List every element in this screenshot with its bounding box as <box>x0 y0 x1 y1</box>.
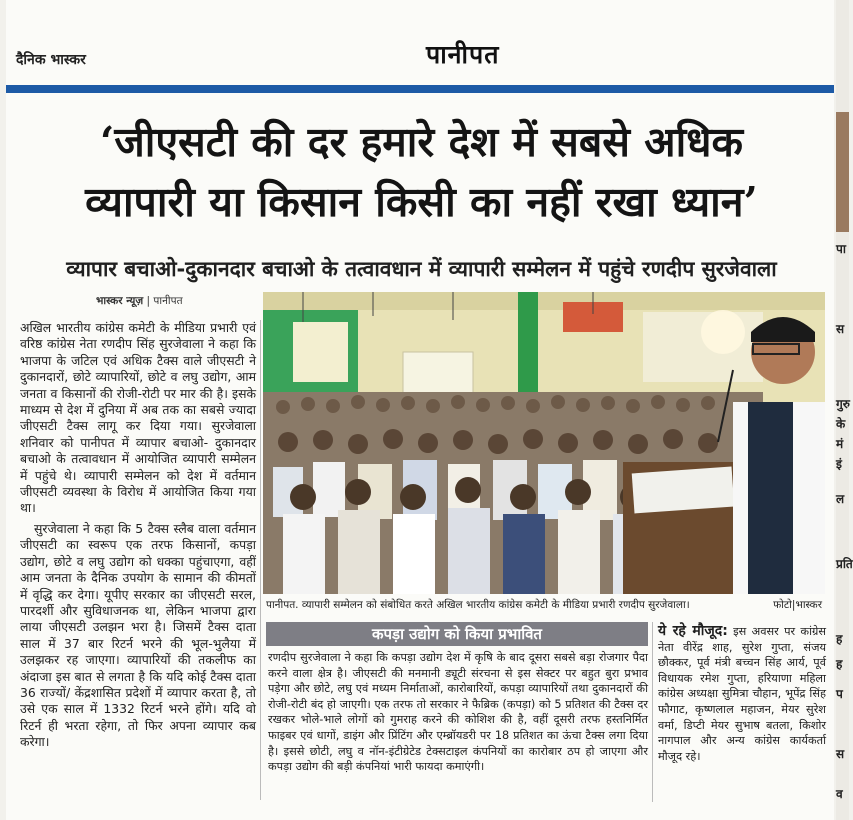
edge-fragment: ल <box>836 492 845 506</box>
edge-fragment: पा <box>836 242 846 256</box>
event-photo <box>263 292 825 594</box>
article-paragraph-1: अखिल भारतीय कांग्रेस कमेटी के मीडिया प्रभारी एवं वरिष्ठ कांग्रेस नेता रणदीप सिंह सुरजेवाला ने कहा कि भाजपा के जटिल एवं अधिक टैक्स वाले जीएसटी ने दुकानदारों, छोटे व्यापारियों, छोटे व लघु उद्योग, आम जनता व किसानों की रोजी-रोटी पर मार की है। इसके माध्यम से देश में दुनिया में अब तक का सबसे ज्यादा जीएसटी टैक्स लागू कर दिया गया। सुरजेवाला शनिवार को पानीपत में व्यापार बचाओ- दुकानदार बचाओ के तत्वावधान में आयोजित व्यापारी सम्मेलन में पहुंचे थे। व्यापारी सम्मेलन को देश में वर्तमान जीएसटी व्यवस्था के विरोध में आयोजित किया गया था। <box>20 320 256 516</box>
photo-credit: फोटो|भास्कर <box>773 599 822 611</box>
column-divider <box>652 622 653 802</box>
attendees-text: इस अवसर पर कांग्रेस नेता वीरेंद्र शाह, सुरेश गुप्ता, संजय छौक्कर, पूर्व मंत्री बच्चन सिंह आर्य, पूर्व विधायक रमेश गुप्ता, हरियाणा महिला कांग्रेस अध्यक्षा सुमित्रा चौहान, भूपेंद्र सिंह फौगाट, कृष्णलाल महाजन, मेयर सुरेश वर्मा, डिप्टी मेयर सुभाष बतला, किशोर नागपाल और अन्य कांग्रेस कार्यकर्ता मौजूद रहे। <box>658 625 826 763</box>
headline <box>14 112 829 232</box>
byline-city: पानीपत <box>153 295 183 307</box>
newspaper-page <box>6 0 834 820</box>
subsection-title-box <box>266 622 648 646</box>
edge-fragment: मं <box>836 437 844 451</box>
edge-fragment: प्रति <box>836 557 853 571</box>
edge-fragment: व <box>836 787 843 801</box>
event-photo-illustration <box>263 292 825 594</box>
edge-fragment: स <box>836 322 845 336</box>
headline-line-2: व्यापारी या किसान किसी का नहीं रखा ध्यान’ <box>85 178 758 226</box>
column-divider <box>260 320 261 800</box>
article-left-column <box>20 320 256 755</box>
edge-fragment: गुरु <box>836 397 850 411</box>
photo-caption <box>266 598 826 612</box>
subsection-title: कपड़ा उद्योग को किया प्रभावित <box>372 625 542 643</box>
edge-fragment: स <box>836 747 845 761</box>
adjacent-photo-fragment <box>836 112 849 232</box>
edge-fragment: प <box>836 687 843 701</box>
masthead-city: पानीपत <box>426 40 500 69</box>
byline <box>96 294 183 308</box>
article-paragraph-2: सुरजेवाला ने कहा कि 5 टैक्स स्लैब वाला वर्तमान जीएसटी का स्वरूप एक तरफ किसानों, कपड़ा उद्योग, छोटे व लघु उद्योग को धक्का पहुंचाएगा, वहीं आम जनता के दैनिक उपयोग के सामान की कीमतों में वृद्धि कर देगा। यूपीए सरकार का जीएसटी सरल, पारदर्शी और सुविधाजनक था, लेकिन भाजपा द्वारा लाया जीएसटी उलझन भरा है। जिसमें टैक्स दाता साल में 37 बार रिटर्न भरने की भूल-भुलैया में उलझकर रह जाएगा। व्यापारियों की तकलीफ का अंदाजा इस बात से लगता है कि यदि कोई टैक्स दाता 36 राज्यों/ केंद्रशासित प्रदेशों में व्यापार करता है, तो उसे एक साल में 1332 रिटर्न भरने होंगे। यदि वो रिटर्न ही भरता रहेगा, तो फिर अपना व्यापार कब करेगा। <box>20 520 256 750</box>
edge-fragment: ह <box>836 657 843 671</box>
attendees-column <box>658 624 826 764</box>
subsection-text: रणदीप सुरजेवाला ने कहा कि कपड़ा उद्योग देश में कृषि के बाद दूसरा सबसे बड़ा रोजगार पैदा करने वाला क्षेत्र है। जीएसटी की मनमानी ड्यूटी संरचना से इस सेक्टर पर बहुत बुरा प्रभाव पड़ेगा और छोटे, लघु एवं मध्यम निर्माताओं, कारोबारियों, कपड़ा व्यापारियों तथा दुकानदारों की रोजी-रोटी बंद हो जाएगी। एक तरफ तो सरकार ने फैब्रिक (कपड़ा) को 5 प्रतिशत की टैक्स दर रखकर भोले-भाले लोगों को गुमराह करने की कोशिश की है, वहीं दूसरी तरफ हस्तनिर्मित फाइबर एवं धागों, डाइंग और प्रिंटिंग और एम्ब्रॉयडरी पर 18 प्रतिशत का ऊंचा टैक्स लगा दिया है। इससे छोटी, लघु व नॉन-इंटीग्रेटेड टेक्सटाइल कंपनियों का कारोबार ठप हो जाएगा और कपड़ा उद्योग की बड़ी कंपनियां भारी फायदा कमाएंगी। <box>268 651 648 774</box>
blue-rule <box>6 85 834 93</box>
adjacent-page-edge <box>836 0 853 820</box>
byline-source: भास्कर न्यूज़ <box>96 295 144 307</box>
byline-separator: | <box>146 295 154 307</box>
masthead-brand: दैनिक भास्कर <box>16 52 86 68</box>
edge-fragment: ह <box>836 632 843 646</box>
subheadline: व्यापार बचाओ-दुकानदार बचाओ के तत्वावधान में व्यापारी सम्मेलन में पहुंचे रणदीप सुरजेवाला <box>66 257 777 281</box>
edge-fragment: इं <box>836 457 842 471</box>
photo-caption-text: पानीपत. व्यापारी सम्मेलन को संबोधित करते अखिल भारतीय कांग्रेस कमेटी के मीडिया प्रभारी रणदीप सुरजेवाला। <box>266 599 690 611</box>
attendees-label: ये रहे मौजूद: <box>658 623 728 639</box>
headline-line-1: ‘जीएसटी की दर हमारे देश में सबसे अधिक <box>100 118 743 166</box>
edge-fragment: के <box>836 417 846 431</box>
